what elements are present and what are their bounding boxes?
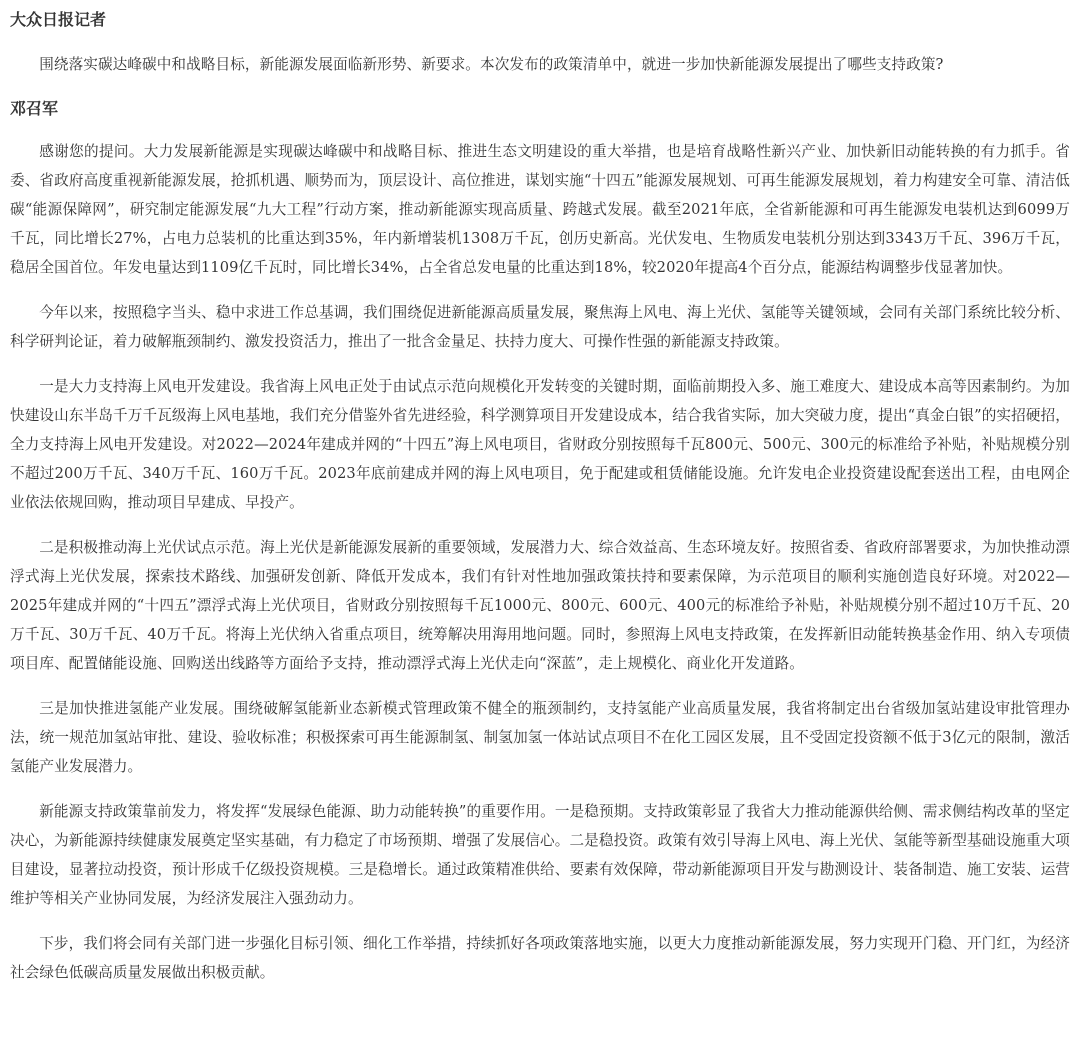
answer-paragraph-2: 今年以来，按照稳字当头、稳中求进工作总基调，我们围绕促进新能源高质量发展，聚焦海上风电、海上光伏、氢能等关键领域，会同有关部门系统比较分析、科学研判论证，着力破解瓶颈制约、激发投资活力，推出了一批含金量足、扶持力度大、可操作性强的新能源支持政策。 [10,304,1070,350]
respondent-name: 邓召军 [10,99,59,118]
reporter-label: 大众日报记者 [10,10,107,29]
answer-paragraph-7: 下步，我们将会同有关部门进一步强化目标引领、细化工作举措，持续抓好各项政策落地实施，以更大力度推动新能源发展，努力实现开门稳、开门红，为经济社会绿色低碳高质量发展做出积极贡献。 [10,935,1070,981]
question-paragraph: 围绕落实碳达峰碳中和战略目标，新能源发展面临新形势、新要求。本次发布的政策清单中，就进一步加快新能源发展提出了哪些支持政策? [39,56,944,73]
answer-paragraph-5: 三是加快推进氢能产业发展。围绕破解氢能新业态新模式管理政策不健全的瓶颈制约，支持氢能产业高质量发展，我省将制定出台省级加氢站建设审批管理办法，统一规范加氢站审批、建设、验收标准；积极探索可再生能源制氢、制氢加氢一体站试点项目不在化工园区发展，且不受固定投资额不低于3亿元的限制，激活氢能产业发展潜力。 [10,700,1070,775]
answer-paragraph-3: 一是大力支持海上风电开发建设。我省海上风电正处于由试点示范向规模化开发转变的关键时期，面临前期投入多、施工难度大、建设成本高等因素制约。为加快建设山东半岛千万千瓦级海上风电基地，我们充分借鉴外省先进经验，科学测算项目开发建设成本，结合我省实际，加大突破力度，提出“真金白银”的实招硬招，全力支持海上风电开发建设。对2022—2024年建成并网的“十四五”海上风电项目，省财政分别按照每千瓦800元、500元、300元的标准给予补贴，补贴规模分别不超过200万千瓦、340万千瓦、160万千瓦。2023年底前建成并网的海上风电项目，免于配建或租赁储能设施。允许发电企业投资建设配套送出工程，由电网企业依法依规回购，推动项目早建成、早投产。 [10,378,1070,511]
answer-paragraph-1: 感谢您的提问。大力发展新能源是实现碳达峰碳中和战略目标、推进生态文明建设的重大举措，也是培育战略性新兴产业、加快新旧动能转换的有力抓手。省委、省政府高度重视新能源发展，抢抓机遇、顺势而为，顶层设计、高位推进，谋划实施“十四五”能源发展规划、可再生能源发展规划，着力构建安全可靠、清洁低碳“能源保障网”，研究制定能源发展“九大工程”行动方案，推动新能源实现高质量、跨越式发展。截至2021年底，全省新能源和可再生能源发电装机达到6099万千瓦，同比增长27%，占电力总装机的比重达到35%，年内新增装机1308万千瓦，创历史新高。光伏发电、生物质发电装机分别达到3343万千瓦、396万千瓦，稳居全国首位。年发电量达到1109亿千瓦时，同比增长34%，占全省总发电量的比重达到18%，较2020年提高4个百分点，能源结构调整步伐显著加快。 [10,143,1070,276]
answer-paragraph-4: 二是积极推动海上光伏试点示范。海上光伏是新能源发展新的重要领域，发展潜力大、综合效益高、生态环境友好。按照省委、省政府部署要求，为加快推动漂浮式海上光伏发展，探索技术路线、加强研发创新、降低开发成本，我们有针对性地加强政策扶持和要素保障，为示范项目的顺利实施创造良好环境。对2022—2025年建成并网的“十四五”漂浮式海上光伏项目，省财政分别按照每千瓦1000元、800元、600元、400元的标准给予补贴，补贴规模分别不超过10万千瓦、20万千瓦、30万千瓦、40万千瓦。将海上光伏纳入省重点项目，统筹解决用海用地问题。同时，参照海上风电支持政策，在发挥新旧动能转换基金作用、纳入专项债项目库、配置储能设施、回购送出线路等方面给予支持，推动漂浮式海上光伏走向“深蓝”，走上规模化、商业化开发道路。 [10,539,1070,672]
answer-paragraph-6: 新能源支持政策靠前发力，将发挥“发展绿色能源、助力动能转换”的重要作用。一是稳预期。支持政策彰显了我省大力推动能源供给侧、需求侧结构改革的坚定决心，为新能源持续健康发展奠定坚实基础，有力稳定了市场预期、增强了发展信心。二是稳投资。政策有效引导海上风电、海上光伏、氢能等新型基础设施重大项目建设，显著拉动投资，预计形成千亿级投资规模。三是稳增长。通过政策精准供给、要素有效保障，带动新能源项目开发与勘测设计、装备制造、施工安装、运营维护等相关产业协同发展，为经济发展注入强劲动力。 [10,803,1070,907]
